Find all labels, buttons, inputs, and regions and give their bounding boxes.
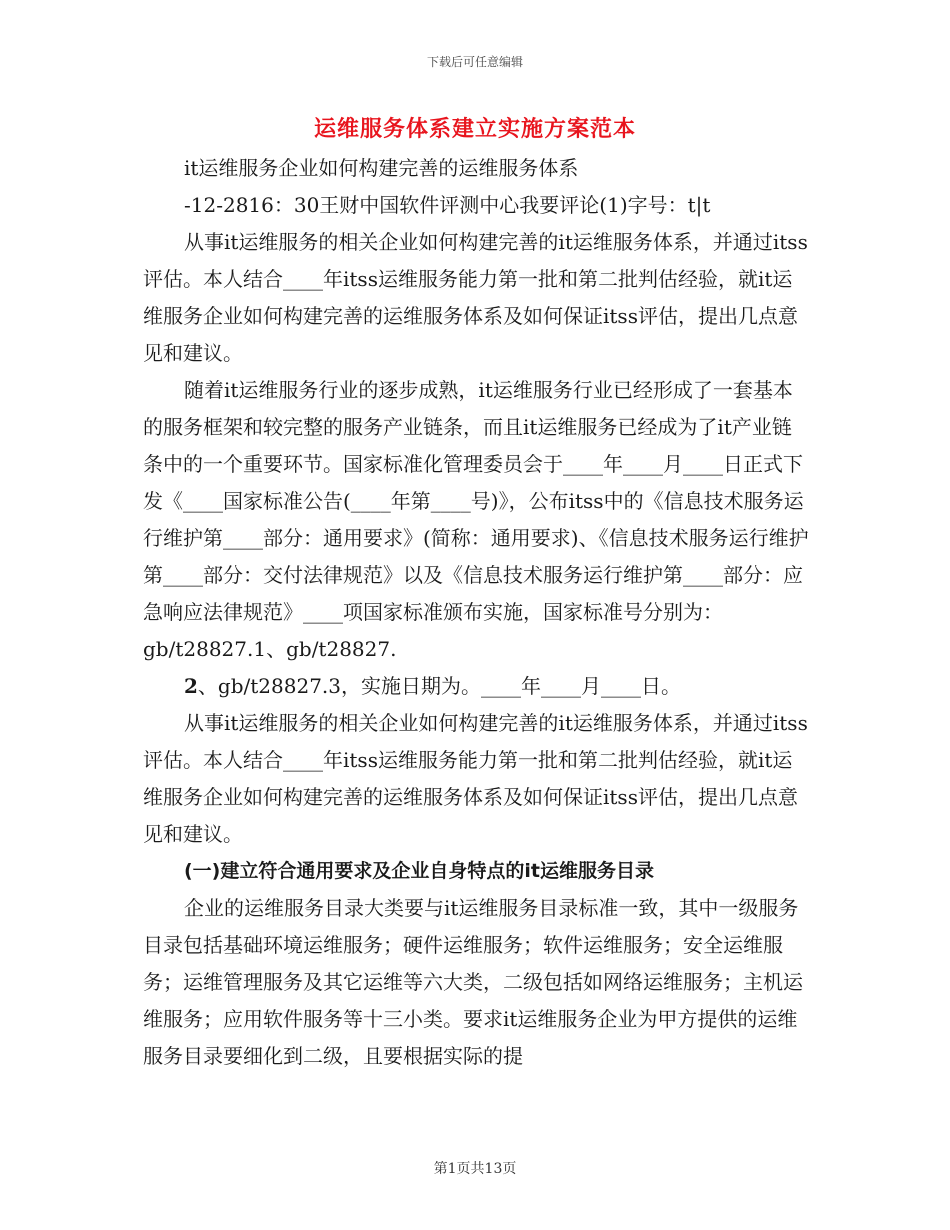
- numbered-line-number: 2: [184, 674, 198, 698]
- section-paragraph: 企业的运维服务目录大类要与it运维服务目录标准一致，其中一级服务目录包括基础环境运维服务；硬件运维服务；软件运维服务；安全运维服务；运维管理服务及其它运维等六大类，二级包括如网络运维服务；主机运维服务；应用软件服务等十三小类。要求it运维服务企业为甲方提供的运维服务目录要细化到二级，且要根据实际的提: [143, 896, 803, 1068]
- meta-line: -12-2816：30王财中国软件评测中心我要评论(1)字号：t|t: [184, 193, 711, 217]
- numbered-line-text: 、gb/t28827.3，实施日期为。____年____月____日。: [197, 674, 682, 698]
- section-heading: (一)建立符合通用要求及企业自身特点的it运维服务目录: [184, 860, 654, 882]
- document-body: [143, 150, 811, 1075]
- page-title: 运维服务体系建立实施方案范本: [313, 117, 636, 142]
- page-footer: 第1页共13页: [433, 1161, 517, 1177]
- paragraph-background: 随着it运维服务行业的逐步成熟，it运维服务行业已经形成了一套基本的服务框架和较完整的服务产业链条，而且it运维服务已经成为了it产业链条中的一个重要环节。国家标准化管理委员会于____年____月____日正式下发《____国家标准公告(____年第____号)》，公布itss中的《信息技术服务运行维护第____部分：通用要求》(简称：通用要求)、《信息技术服务运行维护第____部分：交付法律规范》以及《信息技术服务运行维护第____部分：应急响应法律规范》____项国家标准颁布实施，国家标准号分别为：gb/t28827.1、gb/t28827.: [143, 378, 809, 661]
- paragraph-intro: 从事it运维服务的相关企业如何构建完善的it运维服务体系，并通过itss评估。本人结合____年itss运维服务能力第一批和第二批判估经验，就it运维服务企业如何构建完善的运维服务体系及如何保证itss评估，提出几点意见和建议。: [143, 230, 808, 365]
- page-header: 下载后可任意编辑: [426, 55, 523, 69]
- paragraph-intro-repeat: 从事it运维服务的相关企业如何构建完善的it运维服务体系，并通过itss评估。本人结合____年itss运维服务能力第一批和第二批判估经验，就it运维服务企业如何构建完善的运维服务体系及如何保证itss评估，提出几点意见和建议。: [143, 711, 808, 846]
- numbered-line: [143, 668, 811, 705]
- subtitle-line: it运维服务企业如何构建完善的运维服务体系: [184, 156, 579, 180]
